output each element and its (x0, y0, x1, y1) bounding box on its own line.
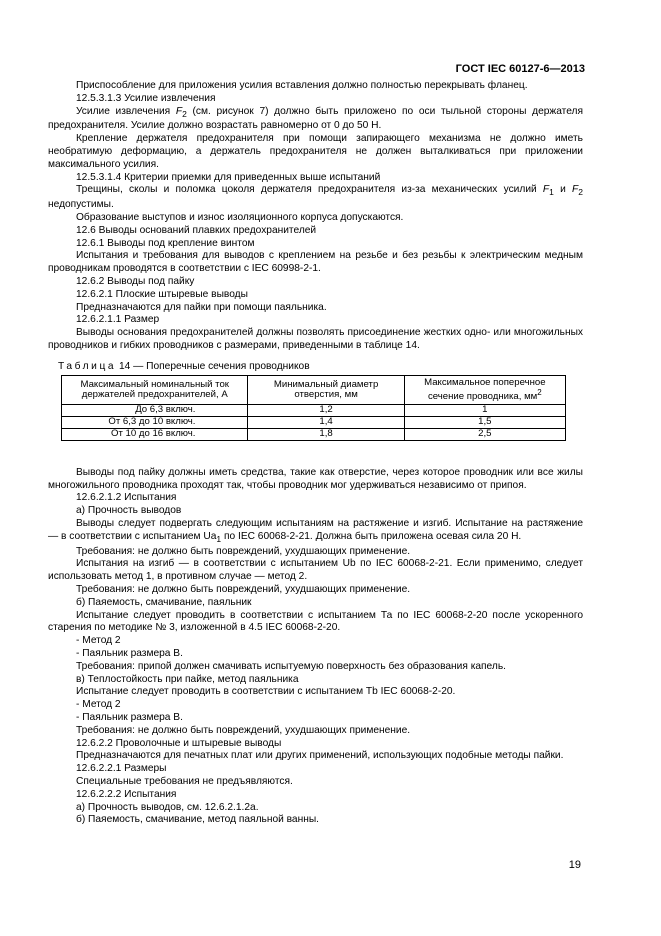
paragraph: Трещины, сколы и поломка цоколя держателя предохранителя из-за механических усилий $F_1$ и $F_2$ недопустимы. (48, 184, 583, 211)
document-header: ГОСТ IEC 60127-6—2013 (455, 63, 585, 75)
section-heading: 12.6.2.2 Проволочные и штыревые выводы (76, 737, 282, 749)
list-item: - Метод 2 (76, 635, 121, 647)
table-cell: От 6,3 до 10 включ. (62, 416, 248, 428)
table-header-cell: Максимальное поперечное сечение проводника, $мм^2$ (404, 375, 565, 404)
paragraph: Требования: не должно быть повреждений, ухудшающих применение. (76, 545, 411, 557)
list-item: а) Прочность выводов (76, 505, 182, 517)
section-heading: 12.6.2 Выводы под пайку (76, 276, 195, 288)
paragraph: Выводы следует подвергать следующим испытаниям на растяжение и изгиб. Испытание на растяжение — в соответствии с испытанием $Ua_1$ по IEC 60068-2-21. Должна быть приложена осевая сила 20 Н. (48, 517, 583, 544)
table-row (62, 404, 566, 416)
table-cell: До 6,3 включ. (62, 404, 248, 416)
paragraph: Испытания на изгиб — в соответствии с испытанием Ub по IEC 60068-2-21. Если применимо, следует использовать метод 1, в противном случае — метод 2. (48, 558, 583, 583)
table-cell: 1,4 (248, 416, 404, 428)
section-heading: 12.6.2.1 Плоские штыревые выводы (76, 288, 248, 300)
page-body (48, 80, 583, 827)
table-row (62, 428, 566, 440)
list-item: - Метод 2 (76, 699, 121, 711)
section-heading: 12.6.2.1.2 Испытания (76, 492, 177, 504)
list-item: а) Прочность выводов, см. 12.6.2.1.2а. (76, 801, 259, 813)
table-caption-text: 14 — Поперечные сечения проводников (116, 360, 310, 372)
table-header-cell: Минимальный диаметр отверстия, мм (248, 375, 404, 404)
table-header-cell: Максимальный номинальный ток держателей предохранителей, А (62, 375, 248, 404)
paragraph: Выводы основания предохранителей должны позволять присоединение жестких одно- или многожильных проводников и гибких проводников с размерами, приведенными в таблице 14. (48, 327, 583, 351)
table-caption-word: Таблица (58, 360, 117, 372)
section-heading: 12.5.3.1.4 Критерии приемки для приведенных выше испытаний (76, 171, 381, 183)
table-cell: 1 (404, 404, 565, 416)
paragraph: Испытания и требования для выводов с креплением на резьбе и без резьбы к электрическим медным проводникам проводятся в соответствии с IEC 60998-2-1. (48, 250, 583, 275)
page-number: 19 (568, 859, 581, 871)
list-item: б) Паяемость, смачивание, паяльник (76, 596, 252, 608)
table-header-row (62, 375, 566, 404)
list-item: - Паяльник размера В. (76, 711, 183, 723)
table-cell: 1,2 (248, 404, 404, 416)
table-caption (58, 361, 583, 374)
paragraph: Приспособление для приложения усилия вставления должно полностью перекрывать фланец. (76, 80, 528, 91)
table-cell: 1,5 (404, 416, 565, 428)
paragraph: Образование выступов и износ изоляционного корпуса допускаются. (76, 212, 404, 224)
paragraph: Крепление держателя предохранителя при помощи запирающего механизма не должно иметь необратимую деформацию, а держатель предохранителя не должен выталкиваться при приложении максимального усилия. (48, 133, 583, 170)
paragraph: Испытание следует проводить в соответствии с испытанием Та по IEC 60068-2-20 после ускоренного старения по методике № 3, изложенной в 4.5 IEC 60068-2-20. (48, 609, 583, 634)
section-heading: 12.6 Выводы оснований плавких предохранителей (76, 224, 317, 236)
section-heading: 12.6.2.2.1 Размеры (76, 763, 167, 775)
table-row (62, 416, 566, 428)
paragraph: Усилие извлечения $F_2$ (см. рисунок 7) должно быть приложено по оси тыльной стороны держателя предохранителя. Усилие должно возрастать равномерно от 0 до 50 Н. (48, 105, 584, 132)
section-heading: 12.6.2.2.2 Испытания (76, 788, 177, 800)
list-item: - Паяльник размера В. (76, 647, 183, 659)
paragraph: Требования: припой должен смачивать испытуемую поверхность без образования капель. (76, 660, 506, 672)
conductor-table (61, 375, 566, 441)
paragraph: Предназначаются для печатных плат или других применений, использующих подобные методы пайки. (76, 750, 564, 762)
list-item: в) Теплостойкость при пайке, метод паяльника (76, 673, 299, 685)
paragraph: Требования: не должно быть повреждений, ухудшающих применение. (76, 724, 411, 736)
section-heading: 12.6.2.1.1 Размер (76, 314, 160, 326)
list-item: б) Паяемость, смачивание, метод паяльной ванны. (76, 814, 320, 826)
paragraph: Испытание следует проводить в соответствии с испытанием Tb IEC 60068-2-20. (76, 686, 456, 698)
paragraph: Специальные требования не предъявляются. (76, 775, 293, 787)
paragraph: Предназначаются для пайки при помощи паяльника. (76, 301, 327, 313)
paragraph: Требования: не должно быть повреждений, ухудшающих применение. (76, 583, 411, 595)
table-cell: 2,5 (404, 428, 565, 440)
table-cell: От 10 до 16 включ. (62, 428, 248, 440)
section-heading: 12.5.3.1.3 Усилие извлечения (76, 92, 216, 104)
section-heading: 12.6.1 Выводы под крепление винтом (76, 237, 255, 249)
table-cell: 1,8 (248, 428, 404, 440)
paragraph: Выводы под пайку должны иметь средства, такие как отверстие, через которое проводник или все жилы многожильного проводника проходят так, чтобы проводник мог удерживаться независимо от припоя. (48, 466, 583, 491)
